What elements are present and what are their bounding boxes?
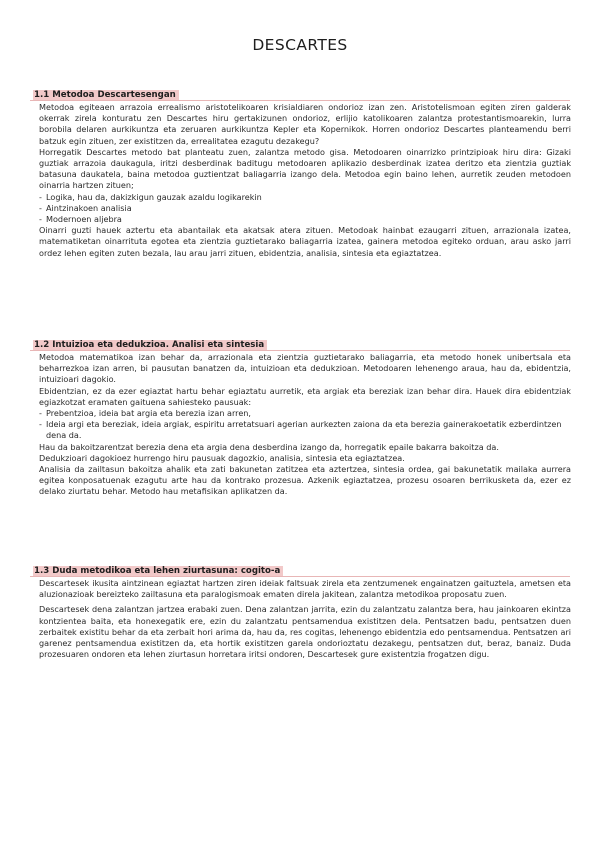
section-rule-1-3 <box>30 576 570 577</box>
section-heading-1-1: 1.1 Metodoa Descartesengan <box>33 90 179 100</box>
section-body-1-1 <box>39 102 571 259</box>
list-dash: - <box>39 408 42 419</box>
section-rule-1-2 <box>30 350 570 351</box>
paragraph: Descartesek ikusita aintzinean egiaztat hartzen ziren ideiak faltsuak zirela eta zentzumenek engainatzen gaituztela, ametsen eta aluzionazioak bereizteko zailtasuna eta paralogismoak ematen direla jakitean, zalantza metodikoa proposatu zuen. <box>39 578 571 600</box>
section-rule-1-1 <box>30 100 570 101</box>
list-dash: - <box>39 419 42 430</box>
paragraph: Horregatik Descartes metodo bat planteatu zuen, zalantza metodo gisa. Metodoaren oinarrizko printzipioak hiru dira: Gizaki guztiak arrazoia daukagula, iritzi desberdinak baditugu metodoaren aplikazio desberdinak izatea deritzo eta zientzia guztiak batasuna daukatela, baina metodoa guztientzat baliagarria izango dela. Metodoa egin baino lehen, aurretik zeuden metodoen oinarria hartzen zituen; <box>39 146 571 191</box>
list-item: - Logika, hau da, dakizkigun gauzak azaldu logikarekin <box>39 191 262 202</box>
paragraph: Ebidentzian, ez da ezer egiaztat hartu behar egiaztatu aurretik, eta argiak eta bereziak izan behar dira. Hauek dira ebidentziak egiazkotzat eramaten gaituena sahiesteko pausuak: <box>39 385 571 407</box>
section-heading-1-2: 1.2 Intuizioa eta dedukzioa. Analisi eta sintesia <box>33 340 267 350</box>
section-body-1-3 <box>39 578 571 660</box>
list-dash: - <box>39 214 42 225</box>
section-heading-1-3: 1.3 Duda metodikoa eta lehen ziurtasuna: cogito-a <box>33 566 283 576</box>
paragraph: Metodoa matematikoa izan behar da, arrazionala eta zientzia guztietarako baliagarria, eta metodo honek unibertsala eta beharrezkoa izan arren, bi pausutan banatzen da, intuizioan eta dedukzioan. Metodoaren lehenengo araua, hau da, ebidentzia, intuizioari dagokio. <box>39 352 571 385</box>
paragraph: Dedukzioari dagokioez hurrengo hiru pausuak dagozkio, analisia, sintesia eta egiaztatzea. <box>39 452 405 463</box>
page-title: DESCARTES <box>252 36 348 54</box>
paragraph: Metodoa egiteaen arrazoia errealismo aristotelikoaren krisialdiaren ondorioz izan zen. Aristotelismoan egiten ziren galderak okerrak zirela konturatu zen Descartes hiru gertakizunen ondorioz, erlijio katolikoaren zalantza protestantismoarekin, lurra borobila delaren aurkikuntza eta zeruaren aurkikuntza Kepler eta Kopernikok. Horren ondorioz Descartes planteamendu berri batzuk egin zituen, zer existitzen da, errealitatea ezagutu dezakegu? <box>39 102 571 146</box>
section-body-1-2 <box>39 352 571 498</box>
paragraph: Analisia da zailtasun bakoitza ahalik eta zati bakunetan zatitzea eta aztertzea, sintesia ordea, gai bakunetatik mailaka aurrera egitea konposatuenak ezagutu arte hau da kontrako prozesua. Azkenik egiaztatzea, prozesu osoaren berrikusketa da, ezer ez delako ziurtatu behar. Metodo hau metafisikan aplikatzen da. <box>39 464 571 497</box>
list-item: - Prebentzioa, ideia bat argia eta berezia izan arren, <box>39 408 251 419</box>
paragraph: Descartesek dena zalantzan jartzea erabaki zuen. Dena zalantzan jarrita, ezin du zalantzatu zalantza bera, hau jainkoaren ekintza kontzientea baita, eta honexegatik ere, ezin du zalantzatu pentsamendua existitzen dela. Pentsatzen badu, pentsatzen duen zerbaitek existitu behar da eta zerbait hori arima da, hau da, res cogitas, lehenengo ebidentzia edo pentsamendua. Pentsatzen ari garenez pentsamendua existitzen da, eta hortik existitzen garela ondorioztatu dezakegu, pentsatzen dut, beraz, banaiz. Duda prozesuaren ondoren eta lehen ziurtasun horretara iritsi ondoren, Descartesek gure existentzia frogatzen digu. <box>39 604 571 660</box>
list-item: - Aintzinakoen analisia <box>39 202 132 213</box>
list-item: - Modernoen aljebra <box>39 214 122 225</box>
paragraph: Hau da bakoitzarentzat berezia dena eta argia dena desberdina izango da, horregatik epaile bakarra bakoitza da. <box>39 441 499 452</box>
paragraph: Oinarri guzti hauek aztertu eta abantailak eta akatsak atera zituen. Metodoak hainbat ezaugarri zituen, arrazionala izatea, matematiketan oinarrituta egotea eta zientzia guztietarako baliagarria izatea, gainera metodoa egiteko orduan, arau asko jarri ordez lehen egiten zuten bezala, lau arau jarri zituen, ebidentzia, analisia, sintesia eta egiaztatzea. <box>39 225 571 258</box>
list-dash: - <box>39 191 42 202</box>
list-dash: - <box>39 202 42 213</box>
list-item: - Ideia argi eta bereziak, ideia argiak, espiritu arretatsuari agerian aurkezten zaiona da eta berezia gainerakoetatik ezberdintzen dena da. <box>39 419 562 441</box>
